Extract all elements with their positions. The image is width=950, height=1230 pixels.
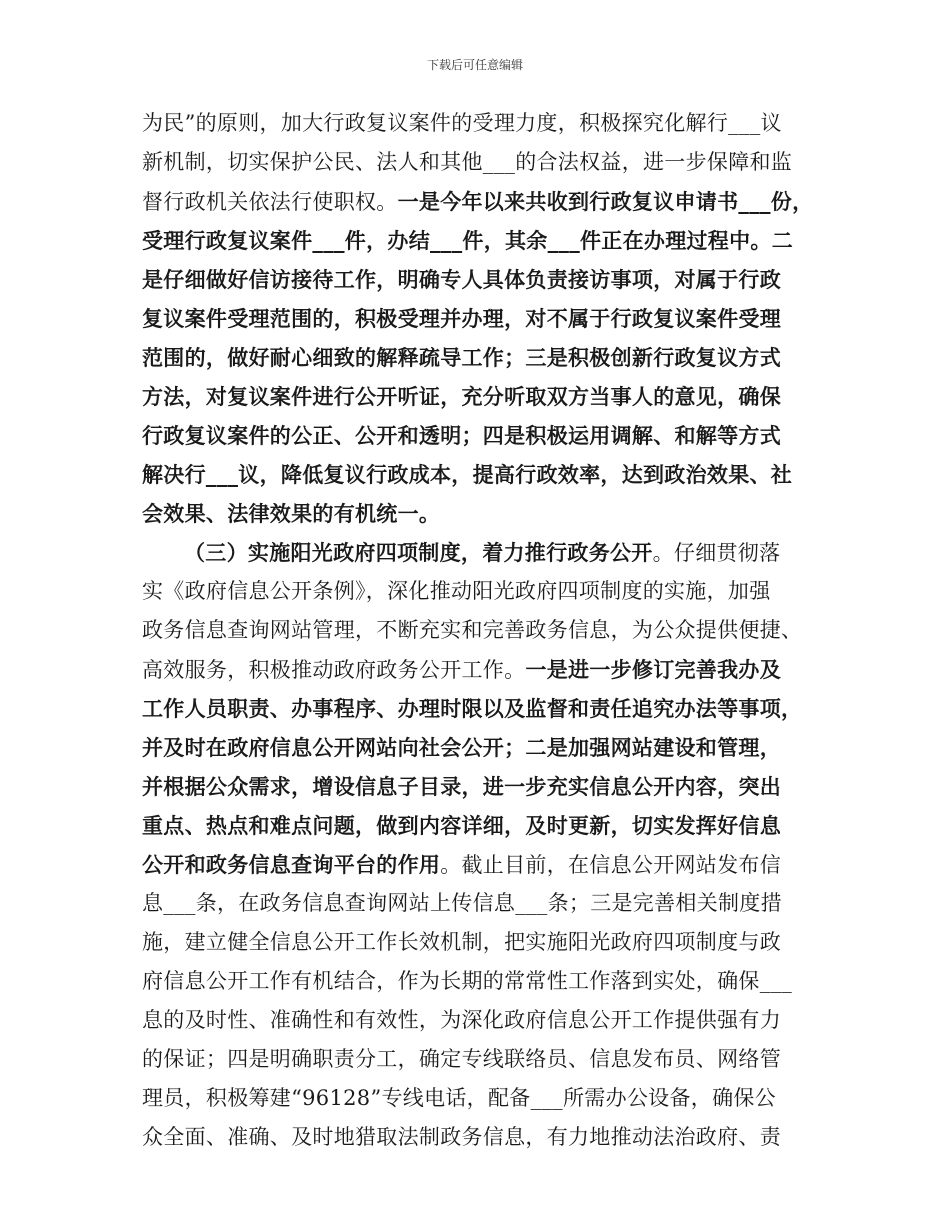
text-line bbox=[142, 533, 822, 572]
text-segment: 为民”的原则，加大行政复议案件的受理力度，积极探究化解行___议 bbox=[142, 111, 782, 135]
text-line bbox=[142, 338, 822, 377]
bold-text-segment: 范围的，做好耐心细致的解释疏导工作；三是积极创新行政复议方式 bbox=[142, 345, 781, 370]
bold-text-segment: 一是今年以来共收到行政复议申请书___份， bbox=[397, 189, 814, 214]
text-segment: 高效服务，积极推动政府政务公开工作。 bbox=[142, 658, 526, 682]
text-line bbox=[142, 572, 822, 611]
text-line bbox=[142, 689, 822, 728]
text-line bbox=[142, 104, 822, 143]
text-line bbox=[142, 650, 822, 689]
text-line bbox=[142, 806, 822, 845]
text-segment: 府信息公开工作有机结合，作为长期的常常性工作落到实处，确保___ bbox=[142, 969, 793, 993]
text-line bbox=[142, 1079, 822, 1118]
text-line bbox=[142, 494, 822, 533]
bold-text-segment: 并根据公众需求，增设信息子目录，进一步充实信息公开内容，突出 bbox=[142, 774, 781, 799]
text-line bbox=[142, 416, 822, 455]
text-segment: 的保证；四是明确职责分工，确定专线联络员、信息发布员、网络管 bbox=[142, 1047, 781, 1071]
bold-text-segment: 工作人员职责、办事程序、办理时限以及监督和责任追究办法等事项， bbox=[142, 696, 803, 721]
bold-text-segment: 解决行___议，降低复议行政成本，提高行政效率，达到政治效果、社 bbox=[142, 462, 793, 487]
text-line bbox=[142, 767, 822, 806]
document-body bbox=[142, 104, 822, 1157]
bold-text-segment: （三）实施阳光政府四项制度，着力推行政务公开 bbox=[184, 540, 653, 565]
bold-text-segment: 重点、热点和难点问题，做到内容详细，及时更新，切实发挥好信息 bbox=[142, 813, 781, 838]
text-line bbox=[142, 728, 822, 767]
text-segment: 息的及时性、准确性和有效性，为深化政府信息公开工作提供强有力 bbox=[142, 1008, 781, 1032]
text-segment: 息___条，在政务信息查询网站上传信息___条；三是完善相关制度措 bbox=[142, 891, 782, 915]
text-line bbox=[142, 143, 822, 182]
text-segment: 。仔细贯彻落 bbox=[652, 541, 781, 565]
text-line bbox=[142, 182, 822, 221]
text-line bbox=[142, 299, 822, 338]
text-line bbox=[142, 377, 822, 416]
text-line bbox=[142, 221, 822, 260]
bold-text-segment: 公开和政务信息查询平台的作用 bbox=[142, 852, 441, 877]
text-line bbox=[142, 962, 822, 1001]
text-line bbox=[142, 1001, 822, 1040]
text-segment: 施，建立健全信息公开工作长效机制，把实施阳光政府四项制度与政 bbox=[142, 930, 781, 954]
text-line bbox=[142, 260, 822, 299]
text-segment: 众全面、准确、及时地猎取法制政务信息，有力地推动法治政府、责 bbox=[142, 1125, 781, 1149]
text-line bbox=[142, 455, 822, 494]
text-segment: 理员，积极筹建“96128”专线电话，配备___所需办公设备，确保公 bbox=[142, 1086, 776, 1110]
text-line bbox=[142, 611, 822, 650]
text-segment: 实《政府信息公开条例》，深化推动阳光政府四项制度的实施，加强 bbox=[142, 579, 771, 603]
bold-text-segment: 方法，对复议案件进行公开听证，充分听取双方当事人的意见，确保 bbox=[142, 384, 781, 409]
text-line bbox=[142, 884, 822, 923]
bold-text-segment: 行政复议案件的公正、公开和透明；四是积极运用调解、和解等方式 bbox=[142, 423, 781, 448]
bold-text-segment: 一是进一步修订完善我办及 bbox=[525, 657, 782, 682]
bold-text-segment: 复议案件受理范围的，积极受理并办理，对不属于行政复议案件受理 bbox=[142, 306, 781, 331]
text-segment: 政务信息查询网站管理，不断充实和完善政务信息，为公众提供便捷、 bbox=[142, 618, 803, 642]
page-header: 下载后可任意编辑 bbox=[426, 58, 523, 72]
text-segment: 。截止目前，在信息公开网站发布信 bbox=[440, 853, 782, 877]
text-segment: 新机制，切实保护公民、法人和其他___的合法权益，进一步保障和监 bbox=[142, 150, 793, 174]
text-line bbox=[142, 1118, 822, 1157]
bold-text-segment: 会效果、法律效果的有机统一。 bbox=[142, 501, 441, 526]
bold-text-segment: 是仔细做好信访接待工作，明确专人具体负责接访事项，对属于行政 bbox=[142, 267, 781, 292]
bold-text-segment: 并及时在政府信息公开网站向社会公开；二是加强网站建设和管理， bbox=[142, 735, 781, 760]
text-segment: 督行政机关依法行使职权。 bbox=[142, 190, 398, 214]
bold-text-segment: 受理行政复议案件___件，办结___件，其余___件正在办理过程中。二 bbox=[142, 228, 793, 253]
text-line bbox=[142, 845, 822, 884]
text-line bbox=[142, 1040, 822, 1079]
text-line bbox=[142, 923, 822, 962]
